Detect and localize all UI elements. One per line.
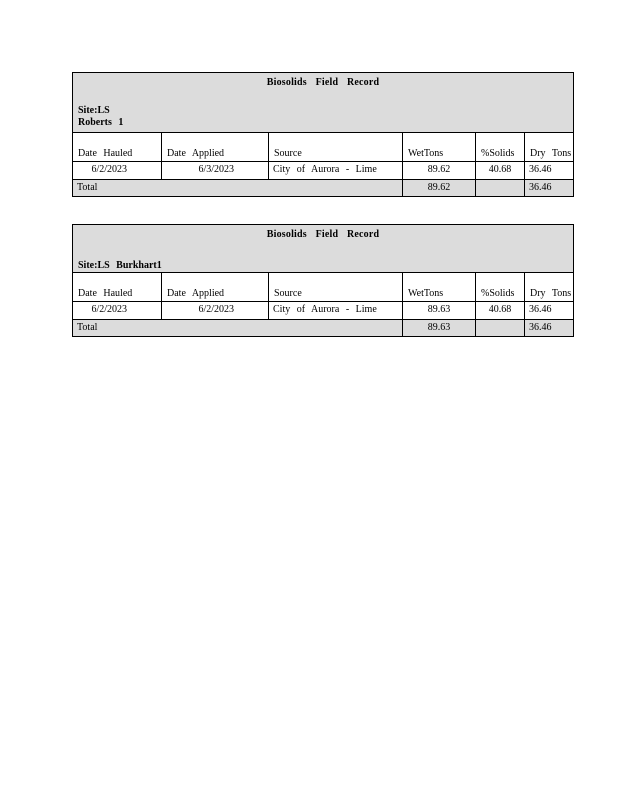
- site-label: Site:LS Burkhart1: [78, 260, 162, 271]
- cell-dry-tons: 36.46: [529, 164, 552, 175]
- cell-wet-tons: 89.62: [403, 162, 476, 179]
- field-record-table: [72, 72, 574, 197]
- total-solids: [476, 180, 525, 196]
- total-label: Total: [73, 320, 403, 336]
- cell-wet-tons: 89.63: [403, 302, 476, 319]
- cell-dry-tons: 36.46: [529, 304, 552, 315]
- total-wet-tons: 89.62: [403, 180, 476, 196]
- cell-solids: 40.68: [476, 302, 525, 319]
- record-header: [73, 225, 573, 273]
- field-record-table: [72, 224, 574, 337]
- table-row: [73, 302, 573, 320]
- cell-source: City of Aurora - Lime: [269, 162, 403, 179]
- cell-source: City of Aurora - Lime: [269, 302, 403, 319]
- record-header: [73, 73, 573, 133]
- col-date-applied: Date Applied: [162, 273, 269, 301]
- col-dry-tons: Dry Tons: [530, 288, 572, 299]
- col-wet-tons: WetTons: [403, 273, 476, 301]
- cell-solids: 40.68: [476, 162, 525, 179]
- cell-date-applied: 6/3/2023: [162, 162, 269, 179]
- col-wet-tons: WetTons: [403, 133, 476, 161]
- col-source: Source: [269, 273, 403, 301]
- total-wet-tons: 89.63: [403, 320, 476, 336]
- site-label: Site:LS Roberts 1: [78, 105, 124, 128]
- col-source: Source: [269, 133, 403, 161]
- col-solids: %Solids: [476, 133, 525, 161]
- col-date-applied: Date Applied: [162, 133, 269, 161]
- table-row: [73, 162, 573, 180]
- column-header-row: [73, 133, 573, 162]
- record-title: Biosolids Field Record: [266, 77, 380, 88]
- total-dry-tons: 36.46: [525, 180, 573, 196]
- total-row: [73, 180, 573, 196]
- record-title: Biosolids Field Record: [266, 229, 380, 240]
- cell-date-hauled: 6/2/2023: [73, 162, 162, 179]
- column-header-row: [73, 273, 573, 302]
- total-solids: [476, 320, 525, 336]
- cell-date-applied: 6/2/2023: [162, 302, 269, 319]
- col-date-hauled: Date Hauled: [73, 273, 162, 301]
- total-dry-tons: 36.46: [525, 320, 573, 336]
- cell-date-hauled: 6/2/2023: [73, 302, 162, 319]
- total-label: Total: [73, 180, 403, 196]
- col-solids: %Solids: [476, 273, 525, 301]
- col-dry-tons: Dry Tons: [530, 148, 572, 159]
- total-row: [73, 320, 573, 336]
- col-date-hauled: Date Hauled: [73, 133, 162, 161]
